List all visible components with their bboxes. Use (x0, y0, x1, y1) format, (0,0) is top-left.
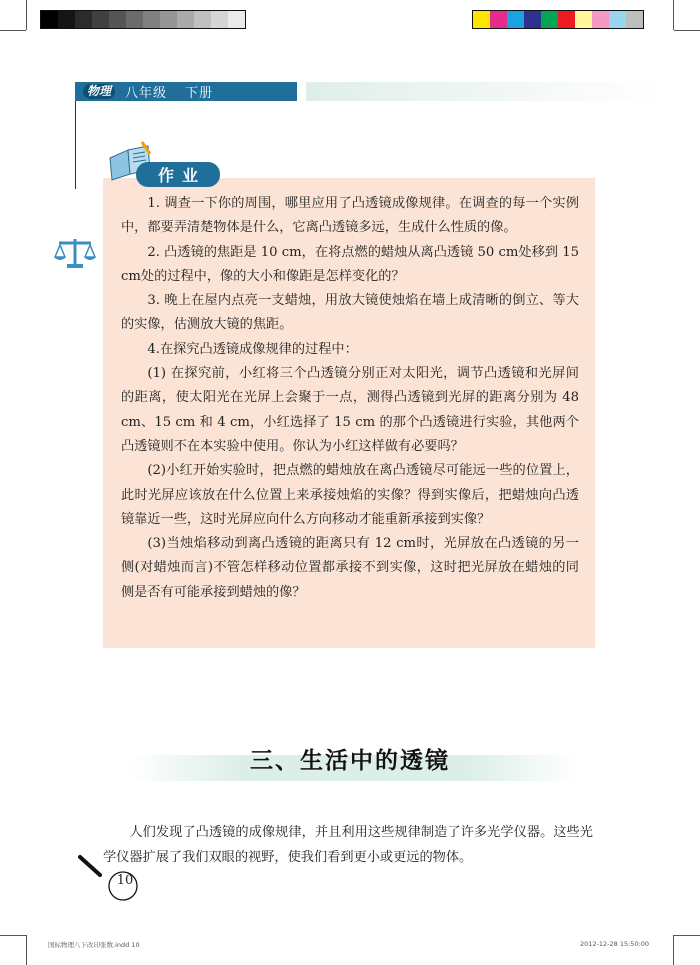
header-fade-band (306, 82, 662, 101)
question-4-part-1: (1) 在探究前，小红将三个凸透镜分别正对太阳光，调节凸透镜和光屏间的距离，使太阳光在光屏上会聚于一点，测得凸透镜到光屏的距离分别为 48 cm、15 cm 和 4 cm，小红选择了 15 cm 的那个凸透镜进行实验，其他两个凸透镜则不在本实验中使用。你认为小红这样做有必要吗？ (121, 366, 579, 454)
grade-label: 八年级 (125, 86, 168, 101)
homework-title: 作业 (157, 166, 206, 185)
color-calibration-strip (472, 10, 644, 29)
question-2: 2. 凸透镜的焦距是 10 cm，在将点燃的蜡烛从离凸透镜 50 cm处移到 15 cm处的过程中，像的大小和像距是怎样变化的？ (121, 244, 579, 284)
question-4-part-3: (3)当烛焰移动到离凸透镜的距离只有 12 cm时，光屏放在凸透镜的另一侧(对蜡烛而言)不管怎样移动位置都承接不到实像，这时把光屏放在蜡烛的同侧是否有可能承接到蜡烛的像？ (121, 536, 579, 600)
crop-mark (26, 0, 27, 30)
page-number: 10 (116, 873, 134, 888)
question-1: 1. 调查一下你的周围，哪里应用了凸透镜成像规律。在调查的每一个实例中，都要弄清楚物体是什么，它离凸透镜多远，生成什么性质的像。 (121, 196, 579, 236)
file-slug: 国标物理八下改印张数.indd 10 (48, 941, 140, 949)
question-4-part-2: (2)小红开始实验时，把点燃的蜡烛放在离凸透镜尽可能远一些的位置上，此时光屏应该放在什么位置上来承接烛焰的实像？得到实像后，把蜡烛向凸透镜靠近一些，这时光屏应向什么方向移动才能重新承接到实像？ (121, 463, 579, 527)
homework-questions (121, 192, 579, 605)
question-4: 4.在探究凸透镜成像规律的过程中： (147, 341, 358, 357)
homework-title-tab (136, 162, 220, 187)
question-3: 3. 晚上在屋内点亮一支蜡烛，用放大镜使烛焰在墙上成清晰的倒立、等大的实像，估测放大镜的焦距。 (121, 293, 579, 333)
crop-mark (674, 30, 700, 31)
crop-mark (0, 30, 26, 31)
section-title: 三、生活中的透镜 (250, 748, 450, 774)
section-paragraph: 人们发现了凸透镜的成像规律，并且利用这些规律制造了许多光学仪器。这些光学仪器扩展了我们双眼的视野，使我们看到更小或更远的物体。 (103, 825, 593, 865)
timestamp-slug: 2012-12-28 15:50:00 (580, 940, 650, 948)
crop-mark (0, 935, 26, 936)
crop-mark (26, 935, 27, 965)
margin-rule (75, 101, 76, 189)
crop-mark (673, 935, 674, 965)
subject-logo: 物理 (83, 84, 115, 99)
section-body (103, 820, 593, 870)
running-header (75, 82, 297, 101)
term-label: 下册 (185, 86, 214, 101)
grayscale-calibration-strip (40, 10, 246, 29)
crop-mark (673, 0, 674, 30)
balance-scale-icon (53, 235, 97, 269)
crop-mark (674, 935, 700, 936)
